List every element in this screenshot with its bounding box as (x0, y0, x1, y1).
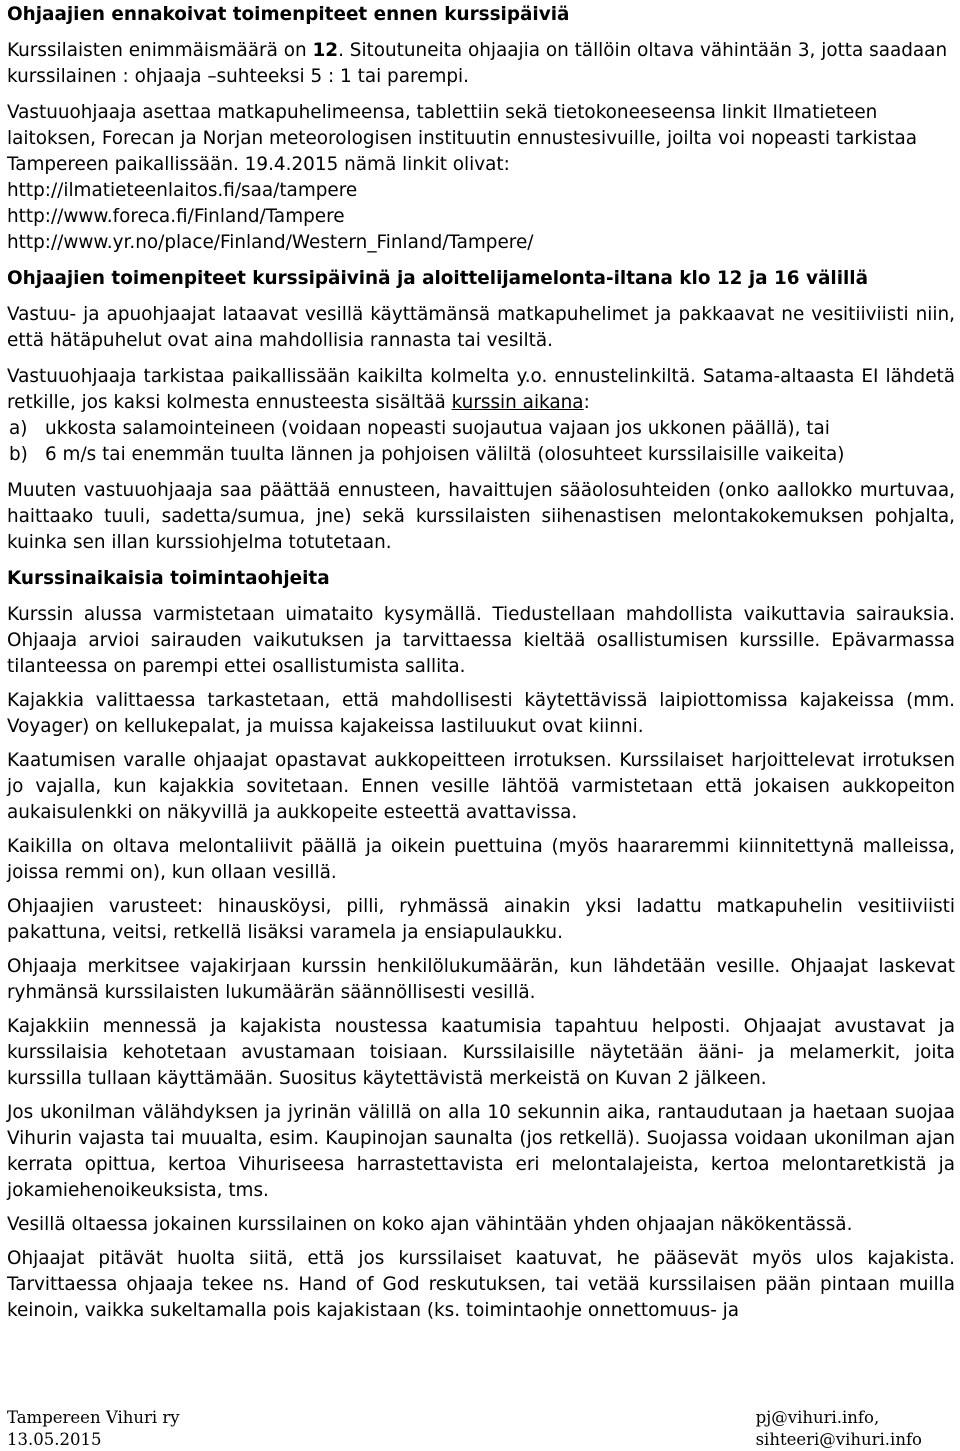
paragraph-headcount: Ohjaaja merkitsee vajakirjaan kurssin henkilölukumäärän, kun lähdetään vesille. Ohjaajat laskevat ryhmänsä kurssilaisten lukumäärän säännöllisesti vesillä. (7, 956, 955, 1003)
list-item-text: ukkosta salamointeineen (voidaan nopeasti suojautua vajaan jos ukkonen päällä), tai (45, 418, 830, 439)
footer-email-chair[interactable]: pj@vihuri.info, (755, 1408, 880, 1427)
section-heading-course-days: Ohjaajien toimenpiteet kurssipäivinä ja aloittelijamelonta-iltana klo 12 ja 16 välillä (7, 268, 869, 289)
footer-email-secretary[interactable]: sihteeri@vihuri.info (755, 1430, 922, 1449)
forecast-link-yr[interactable]: http://www.yr.no/place/Finland/Western_Finland/Tampere/ (7, 232, 534, 253)
page-footer (7, 1407, 922, 1451)
paragraph-rescue: Ohjaajat pitävät huolta siitä, että jos kurssilaiset kaatuvat, he pääsevät myös ulos kajakista. Tarvittaessa ohjaaja tekee ns. Hand of God reskutuksen, tai vetää kurssilaisen pään pintaan muilla keinoin, vaikka sukeltamalla pois kajakistaan (ks. toimintaohje onnettomuus- ja (7, 1248, 955, 1321)
list-item-text: 6 m/s tai enemmän tuulta lännen ja pohjoisen väliltä (olosuhteet kurssilaisille vaikeita) (45, 444, 845, 465)
footer-date: 13.05.2015 (7, 1430, 102, 1449)
weather-criteria-list (7, 416, 955, 468)
paragraph-forecast-links: Vastuuohjaaja asettaa matkapuhelimeensa, tablettiin sekä tietokoneeseensa linkit Ilmatieteen laitoksen, Forecan ja Norjan meteorologisen instituutin ennustesivuille, joilta voi nopeasti tarkistaa Tampereen paikallissään. 19.4.2015 nämä linkit olivat: (7, 102, 918, 175)
paragraph-instructor-gear: Ohjaajien varusteet: hinausköysi, pilli, ryhmässä ainakin yksi ladattu matkapuhelin vesitiiviisti pakattuna, veitsi, retkellä lisäksi varamela ja ensiapulaukku. (7, 896, 955, 943)
text-span: Vastuuohjaaja tarkistaa paikallissään kaikilta kolmelta y.o. ennustelinkiltä. Satama-altaasta EI lähdetä retkille, jos kaksi kolmesta ennusteesta sisältää (7, 366, 955, 413)
footer-organization: Tampereen Vihuri ry (7, 1408, 180, 1427)
paragraph-swimming: Kurssin alussa varmistetaan uimataito kysymällä. Tiedustellaan mahdollista vaikuttavia sairauksia. Ohjaaja arvioi sairauden vaikutuksen ja tarvittaessa kieltää osallistumisen kurssille. Epävarmassa tilanteessa on parempi ettei osallistumista sallita. (7, 604, 955, 677)
paragraph-visibility: Vesillä oltaessa jokainen kurssilainen on koko ajan vähintään yhden ohjaajan näkökentässä. (7, 1214, 853, 1235)
text-span: Kurssilaisten enimmäismäärä on (7, 40, 313, 61)
underlined-text: kurssin aikana (451, 392, 584, 413)
section-heading-instructions: Kurssinaikaisia toimintaohjeita (7, 568, 330, 589)
section-heading-before-course: Ohjaajien ennakoivat toimenpiteet ennen kurssipäiviä (7, 4, 570, 25)
text-span: : (583, 392, 590, 413)
list-item (7, 442, 955, 468)
forecast-link-ilmatieteenlaitos[interactable]: http://ilmatieteenlaitos.fi/saa/tampere (7, 180, 358, 201)
list-item (7, 416, 955, 442)
max-count: 12 (312, 40, 339, 61)
document-page (7, 2, 955, 1324)
list-item-label: b) (9, 444, 28, 465)
paragraph-entry-exit: Kajakkiin mennessä ja kajakista noustessa kaatumisia tapahtuu helposti. Ohjaajat avustavat ja kurssilaisia kehotetaan avustamaan toisiaan. Kurssilaisille näytetään ääni- ja melamerkit, joita kurssilla tullaan käyttämään. Suositus käytettävistä merkeistä on Kuvan 2 jälkeen. (7, 1016, 955, 1089)
paragraph-phones: Vastuu- ja apuohjaajat lataavat vesillä käyttämänsä matkapuhelimet ja pakkaavat ne vesitiiviisti niin, että hätäpuhelut ovat aina mahdollisia rannasta tai vesiltä. (7, 304, 955, 351)
paragraph-capsize: Kaatumisen varalle ohjaajat opastavat aukkopeitteen irrotuksen. Kurssilaiset harjoittelevat irrotuksen jo vajalla, kun kajakkia sovitetaan. Ennen vesille lähtöä varmistetaan että jokaisen aukkopeiton aukaisulenkki on näkyvillä ja aukkopeite esteettä avattavissa. (7, 750, 955, 823)
paragraph-life-vests: Kaikilla on oltava melontaliivit päällä ja oikein puettuina (myös haararemmi kiinnitettynä malleissa, joissa remmi on), kun ollaan vesillä. (7, 836, 955, 883)
paragraph-weather-check (7, 364, 955, 416)
paragraph-thunder: Jos ukonilman välähdyksen ja jyrinän välillä on alla 10 sekunnin aika, rantaudutaan ja haetaan suojaa Vihurin vajasta tai muualta, esim. Kaupinojan saunalta (jos retkellä). Suojassa voidaan ukonilman ajan kerrata opittua, kertoa Vihuriseesa harrastettavista eri melontalajeista, kertoa melontaretkistä ja jokamiehenoikeuksista, tms. (7, 1102, 955, 1201)
paragraph-decision: Muuten vastuuohjaaja saa päättää ennusteen, havaittujen sääolosuhteiden (onko aallokko murtuvaa, haittaako tuuli, sadetta/sumua, jne) sekä kurssilaisten siihenastisen melontakokemuksen pohjalta, kuinka sen illan kurssiohjelma totutetaan. (7, 480, 955, 553)
paragraph-max-participants (7, 38, 955, 90)
footer-left (7, 1407, 180, 1451)
text-span: . Sitoutuneita ohjaajia on tällöin oltava vähintään 3, jotta saadaan kurssilainen : ohjaaja –suhteeksi 5 : 1 tai parempi. (7, 40, 948, 87)
forecast-link-list (7, 178, 955, 256)
paragraph-kayak-selection: Kajakkia valittaessa tarkastetaan, että mahdollisesti käytettävissä laipiottomissa kajakeissa (mm. Voyager) on kellukepalat, ja muissa kajakeissa lastiluukut ovat kiinni. (7, 690, 955, 737)
forecast-link-foreca[interactable]: http://www.foreca.fi/Finland/Tampere (7, 206, 345, 227)
footer-right (756, 1407, 922, 1451)
list-item-label: a) (9, 418, 28, 439)
